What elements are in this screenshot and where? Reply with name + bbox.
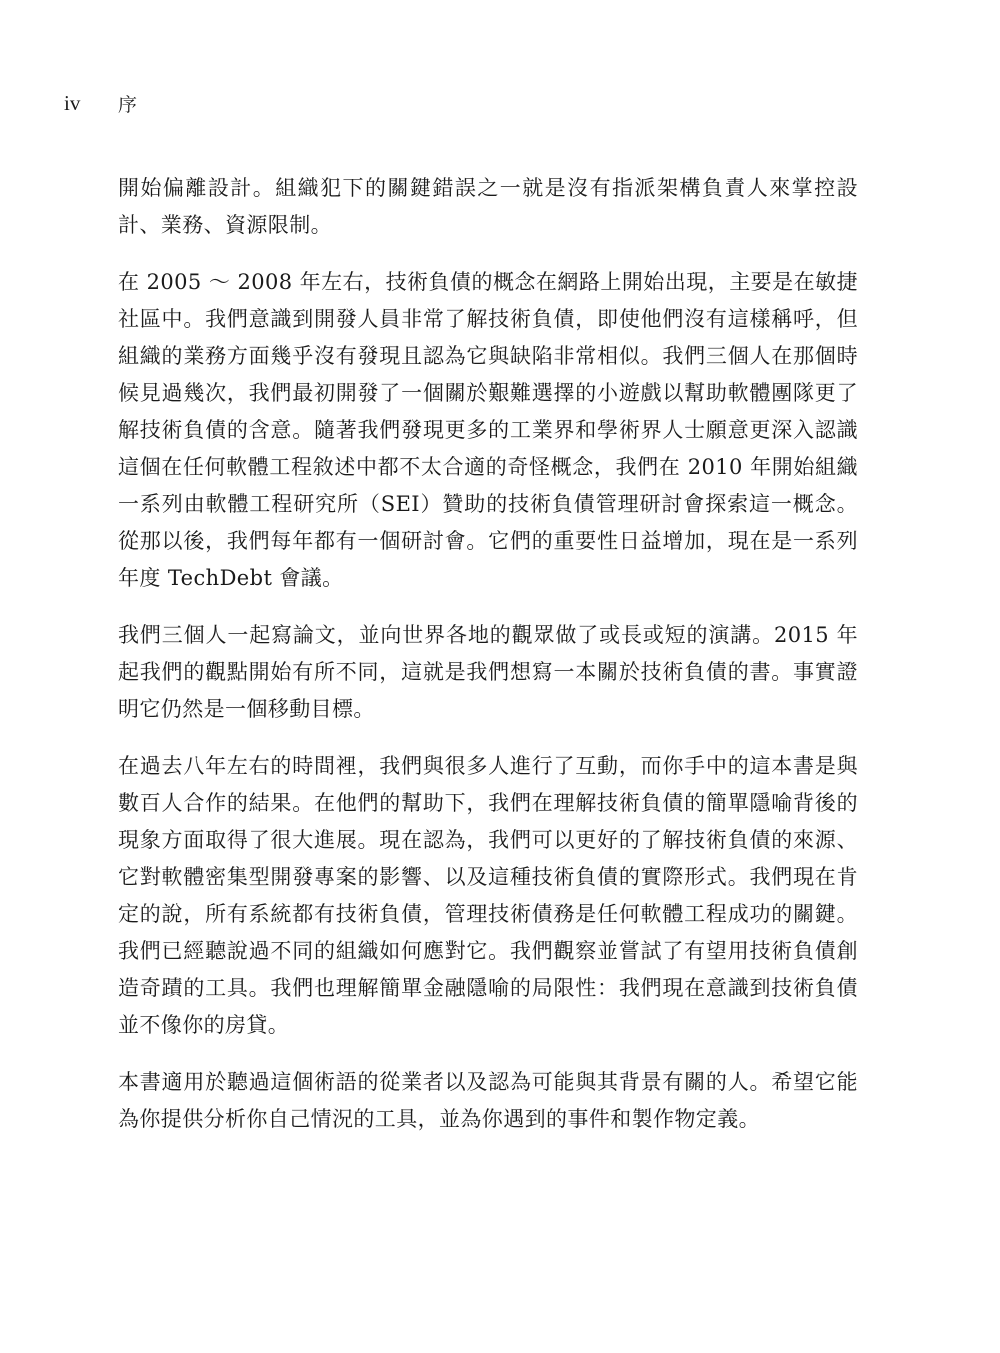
paragraph: 開始偏離設計。組織犯下的關鍵錯誤之一就是沒有指派架構負責人來掌控設計、業務、資源限制。 [118, 176, 858, 237]
running-head: 序 [118, 93, 138, 116]
paragraph: 在 2005 ～ 2008 年左右，技術負債的概念在網路上開始出現，主要是在敏捷社區中。我們意識到開發人員非常了解技術負債，即使他們沒有這樣稱呼，但組織的業務方面幾乎沒有發現且認為它與缺陷非常相似。我們三個人在那個時候見過幾次，我們最初開發了一個關於艱難選擇的小遊戲以幫助軟體團隊更了解技術負債的含意。隨著我們發現更多的工業界和學術界人士願意更深入認識這個在任何軟體工程敘述中都不太合適的奇怪概念，我們在 2010 年開始組織一系列由軟體工程研究所（SEI）贊助的技術負債管理研討會探索這一概念。從那以後，我們每年都有一個研討會。它們的重要性日益增加，現在是一系列年度 TechDebt 會議。 [118, 270, 858, 590]
paragraph: 我們三個人一起寫論文，並向世界各地的觀眾做了或長或短的演講。2015 年起我們的觀點開始有所不同，這就是我們想寫一本關於技術負債的書。事實證明它仍然是一個移動目標。 [118, 623, 858, 721]
paragraph: 本書適用於聽過這個術語的從業者以及認為可能與其背景有關的人。希望它能為你提供分析你自己情況的工具，並為你遇到的事件和製作物定義。 [118, 1070, 858, 1131]
paragraph: 在過去八年左右的時間裡，我們與很多人進行了互動，而你手中的這本書是與數百人合作的結果。在他們的幫助下，我們在理解技術負債的簡單隱喻背後的現象方面取得了很大進展。現在認為，我們可以更好的了解技術負債的來源、它對軟體密集型開發專案的影響、以及這種技術負債的實際形式。我們現在肯定的說，所有系統都有技術負債，管理技術債務是任何軟體工程成功的關鍵。我們已經聽說過不同的組織如何應對它。我們觀察並嘗試了有望用技術負債創造奇蹟的工具。我們也理解簡單金融隱喻的局限性：我們現在意識到技術負債並不像你的房貸。 [118, 754, 858, 1037]
page-header [64, 88, 137, 118]
body-text [118, 170, 858, 1158]
page-number: iv [64, 90, 81, 115]
